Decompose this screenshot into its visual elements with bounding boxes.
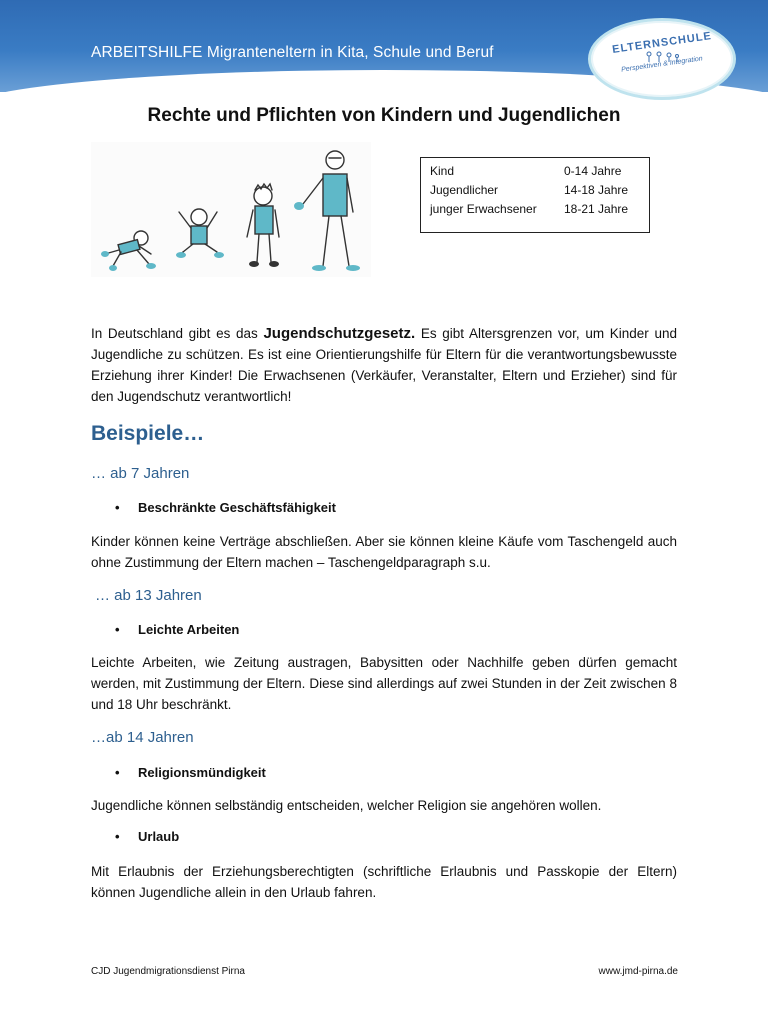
logo-text-bottom: Perspektiven & Integration — [620, 55, 704, 74]
section-heading-13: … ab 13 Jahren — [95, 587, 202, 604]
section-heading-7: … ab 7 Jahren — [91, 465, 190, 482]
bullet-dot: • — [115, 622, 120, 637]
section-text-14b: Mit Erlaubnis der Erziehungsberechtigten (schriftliche Erlaubnis und Passkopie der Eltern) können Jugendliche allein in den Urlaub fahren. — [91, 864, 677, 900]
age-row — [430, 200, 640, 219]
intro-bold: Jugendschutzgesetz. — [263, 325, 416, 342]
intro-pre: In Deutschland gibt es das — [91, 326, 264, 341]
age-figures-illustration — [91, 142, 371, 277]
bullet-item — [115, 622, 239, 637]
age-range: 0-14 Jahre — [564, 164, 622, 178]
age-range: 14-18 Jahre — [564, 183, 629, 197]
section-text-13: Leichte Arbeiten, wie Zeitung austragen, Babysitten oder Nachhilfe geben dürfen gemacht werden, mit Zustimmung der Eltern. Diese sind allerdings auf zwei Stunden in der Zeit zwischen 8 und 18 Uhr beschränkt. — [91, 655, 677, 712]
elternschule-logo — [588, 18, 736, 100]
age-label: Jugendlicher — [430, 183, 499, 197]
age-row — [430, 181, 640, 200]
bullet-label: Leichte Arbeiten — [138, 622, 240, 637]
section-text-14a: Jugendliche können selbständig entscheiden, welcher Religion sie angehören wollen. — [91, 798, 602, 813]
logo-text-top: ELTERNSCHULE — [611, 30, 713, 56]
intro-paragraph — [91, 323, 677, 407]
section-text-7: Kinder können keine Verträge abschließen. Aber sie können kleine Käufe vom Taschengeld auch ohne Zustimmung der Eltern machen – Taschengeldparagraph s.u. — [91, 534, 677, 570]
bullet-item — [115, 829, 179, 844]
bullet-label: Beschränkte Geschäftsfähigkeit — [138, 500, 336, 515]
age-row — [430, 162, 640, 181]
section-heading-14: …ab 14 Jahren — [91, 729, 194, 746]
age-table — [420, 157, 650, 233]
footer-right[interactable]: www.jmd-pirna.de — [598, 966, 678, 977]
age-range: 18-21 Jahre — [564, 202, 629, 216]
bullet-dot: • — [115, 500, 120, 515]
bullet-item — [115, 500, 336, 515]
age-label: Kind — [430, 164, 455, 178]
footer-left: CJD Jugendmigrationsdienst Pirna — [91, 966, 245, 977]
header-title: ARBEITSHILFE Migranteneltern in Kita, Schule und Beruf — [91, 44, 494, 61]
page-title: Rechte und Pflichten von Kindern und Jugendlichen — [147, 105, 621, 126]
intro-post: Es gibt Altersgrenzen vor, um Kinder und Jugendliche zu schützen. Es ist eine Orientierungshilfe für Eltern für die verantwortungsbewusste Erziehung ihrer Kinder! Die Erwachsenen (Verkäufer, Veranstalter, Eltern und Erzieher) sind für den Jugendschutz verantwortlich! — [91, 326, 678, 404]
bullet-dot: • — [115, 829, 120, 844]
examples-heading: Beispiele… — [91, 422, 205, 445]
bullet-item — [115, 765, 266, 780]
age-label: junger Erwachsener — [430, 202, 537, 216]
bullet-dot: • — [115, 765, 120, 780]
bullet-label: Urlaub — [138, 829, 180, 844]
bullet-label: Religionsmündigkeit — [138, 765, 266, 780]
